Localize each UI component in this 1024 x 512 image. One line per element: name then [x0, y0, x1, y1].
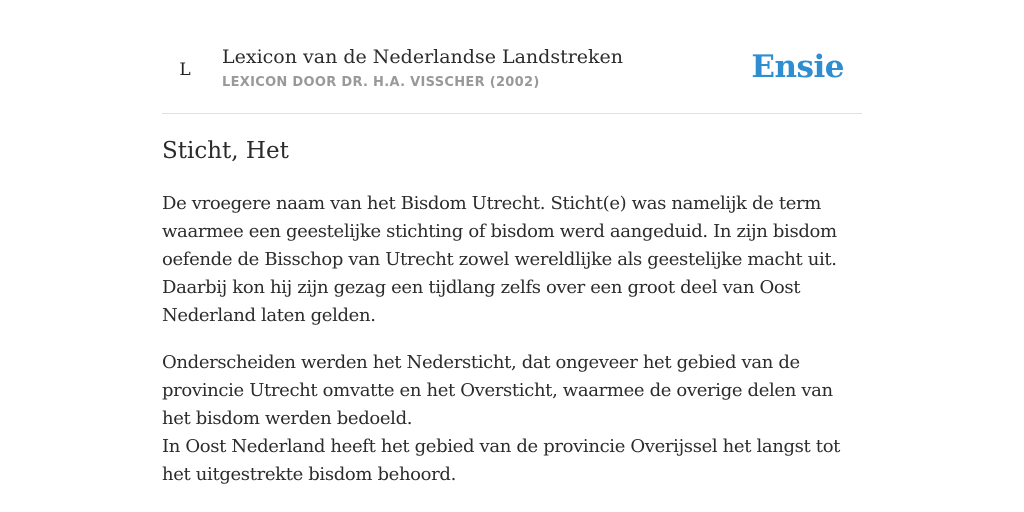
- entry-paragraph: De vroegere naam van het Bisdom Utrecht. Sticht(e) was namelijk de term waarmee een geestelijke stichting of bisdom werd aangeduid. In zijn bisdom oefende de Bisschop van Utrecht zowel wereldlijke als geestelijke macht uit. Daarbij kon hij zijn gezag een tijdlang zelfs over een groot deel van Oost Nederland laten gelden.: [162, 193, 837, 326]
- entry-paragraph-line: Onderscheiden werden het Nedersticht, dat ongeveer het gebied van de provincie Utrecht omvatte en het Oversticht, waarmee de overige delen van het bisdom werden bedoeld.: [162, 352, 833, 429]
- ensie-brand-logo[interactable]: Ensie: [751, 49, 844, 85]
- source-title[interactable]: Lexicon van de Nederlandse Landstreken: [222, 46, 624, 68]
- source-logo-letter: L: [179, 60, 191, 80]
- entry-paragraph: [162, 349, 862, 489]
- entry-paragraph-line: In Oost Nederland heeft het gebied van de provincie Overijssel het langst tot het uitgestrekte bisdom behoord.: [162, 436, 841, 485]
- source-logo[interactable]: [162, 47, 208, 93]
- source-subtitle: LEXICON DOOR DR. H.A. VISSCHER (2002): [222, 75, 540, 90]
- entry-body: [162, 190, 862, 489]
- entry-title: Sticht, Het: [162, 138, 289, 164]
- source-header: [162, 0, 862, 114]
- page-container: [162, 0, 862, 485]
